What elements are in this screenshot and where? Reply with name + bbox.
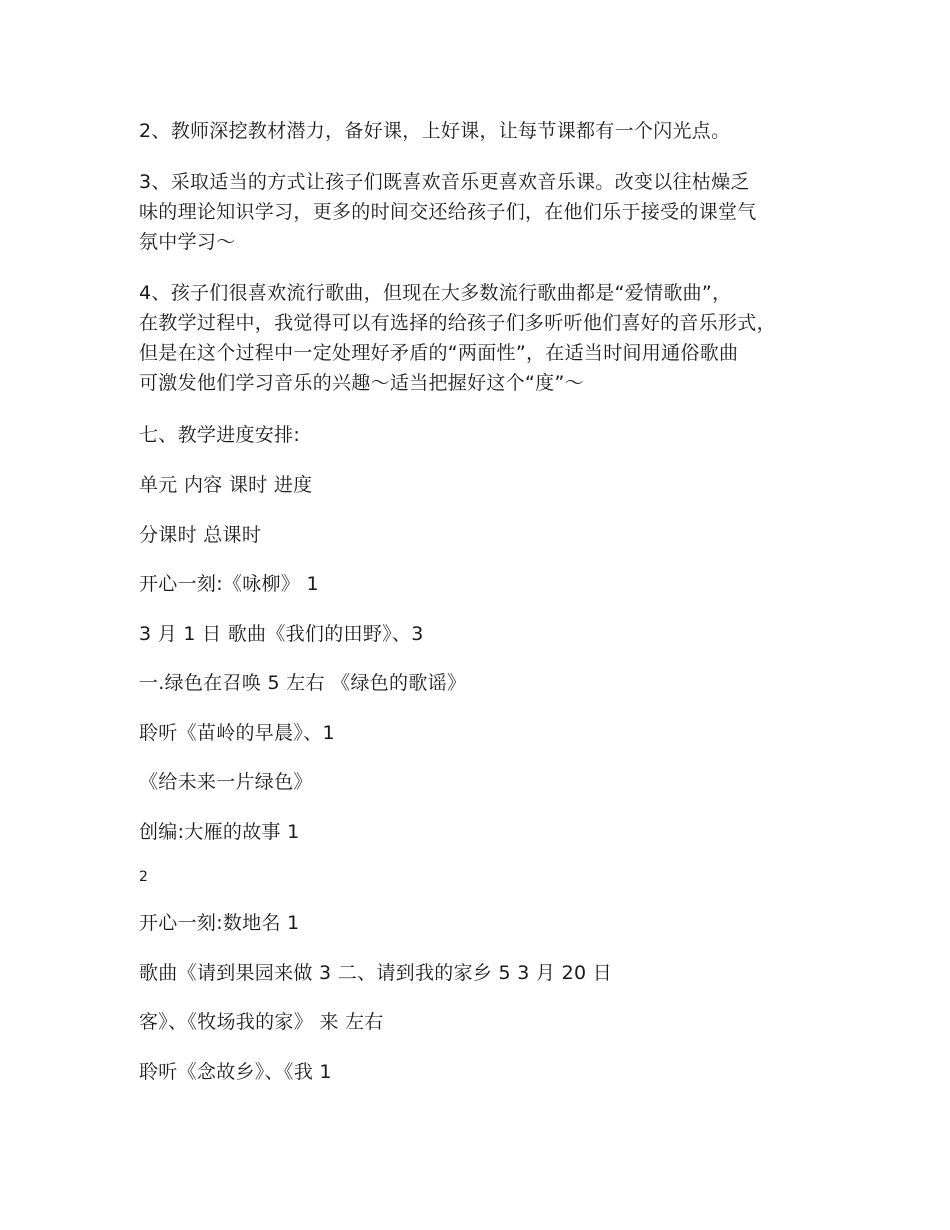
paragraph-4-line-3: 但是在这个过程中一定处理好矛盾的“两面性”，在适当时间用通俗歌曲 xyxy=(139,342,739,364)
page-number: 2 xyxy=(139,869,148,885)
paragraph-4-line-1: 4、孩子们很喜欢流行歌曲，但现在大多数流行歌曲都是“爱情歌曲”， xyxy=(139,282,732,304)
table-subheader-row: 分课时 总课时 xyxy=(139,524,262,546)
schedule-line: 客》、《牧场我的家》 来 左右 xyxy=(139,1011,384,1033)
schedule-line: 《给未来一片绿色》 xyxy=(139,771,313,793)
schedule-line: 开心一刻:《咏柳》 1 xyxy=(139,573,319,595)
paragraph-3-line-1: 3、采取适当的方式让孩子们既喜欢音乐更喜欢音乐课。改变以往枯燥乏 xyxy=(139,171,750,193)
table-header-row: 单元 内容 课时 进度 xyxy=(139,474,313,496)
schedule-line: 创编:大雁的故事 1 xyxy=(139,821,300,843)
schedule-line: 一.绿色在召唤 5 左右 《绿色的歌谣》 xyxy=(139,672,467,694)
paragraph-4-line-2: 在教学过程中，我觉得可以有选择的给孩子们多听听他们喜好的音乐形式， xyxy=(139,312,776,334)
paragraph-2-line-1: 2、教师深挖教材潜力，备好课，上好课，让每节课都有一个闪光点。 xyxy=(139,120,731,142)
paragraph-3-line-3: 氛中学习～ xyxy=(139,231,236,253)
section-heading-schedule: 七、教学进度安排: xyxy=(139,424,301,446)
schedule-line: 聆听《苗岭的早晨》、1 xyxy=(139,722,335,744)
paragraph-3-line-2: 味的理论知识学习，更多的时间交还给孩子们，在他们乐于接受的课堂气 xyxy=(139,201,757,223)
schedule-line: 3 月 1 日 歌曲《我们的田野》、3 xyxy=(139,623,424,645)
schedule-line: 开心一刻:数地名 1 xyxy=(139,912,300,934)
schedule-line: 歌曲《请到果园来做 3 二、请到我的家乡 5 3 月 20 日 xyxy=(139,962,613,984)
paragraph-4-line-4: 可激发他们学习音乐的兴趣～适当把握好这个“度”～ xyxy=(139,372,584,394)
schedule-line: 聆听《念故乡》、《我 1 xyxy=(139,1061,332,1083)
